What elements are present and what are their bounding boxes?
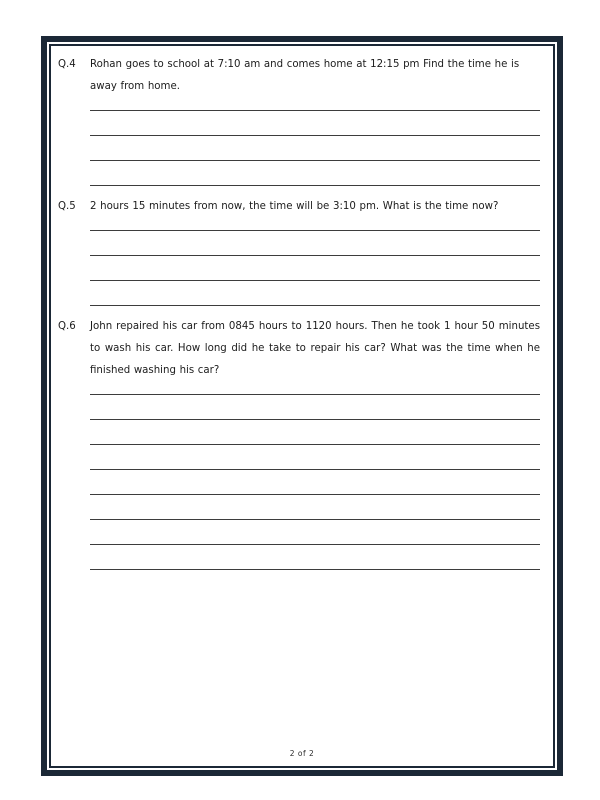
question-number: Q.6 [58,321,76,332]
question-text: John repaired his car from 0845 hours to 1120 hours. Then he took 1 hour 50 minutes to wash his car. How long did he take to repair his car? What was the time when he finished washing his car? [90,321,540,376]
question-text: Rohan goes to school at 7:10 am and comes home at 12:15 pm Find the time he is away from home. [90,59,520,92]
page-border-frame [41,36,563,776]
answer-line [90,394,540,395]
answer-line [90,444,540,445]
page-number-footer: 2 of 2 [289,749,315,758]
answer-line [90,544,540,545]
question-number: Q.4 [58,59,76,70]
questions [58,54,540,570]
worksheet-content [51,46,553,766]
answer-lines [90,230,540,306]
answer-line [90,255,540,256]
answer-line [90,135,540,136]
question-body [90,196,540,306]
answer-line [90,569,540,570]
question-number: Q.5 [58,201,76,212]
answer-line [90,185,540,186]
answer-lines [90,110,540,186]
page-border-inner-rule [49,44,555,768]
answer-line [90,469,540,470]
answer-line [90,519,540,520]
question-body [90,316,540,570]
question-body [90,54,540,186]
answer-line [90,419,540,420]
question-block [58,196,540,306]
answer-line [90,305,540,306]
question-text: 2 hours 15 minutes from now, the time will be 3:10 pm. What is the time now? [90,201,499,212]
question-block [58,316,540,570]
answer-lines [90,394,540,570]
answer-line [90,230,540,231]
answer-line [90,160,540,161]
answer-line [90,494,540,495]
question-block [58,54,540,186]
answer-line [90,280,540,281]
answer-line [90,110,540,111]
